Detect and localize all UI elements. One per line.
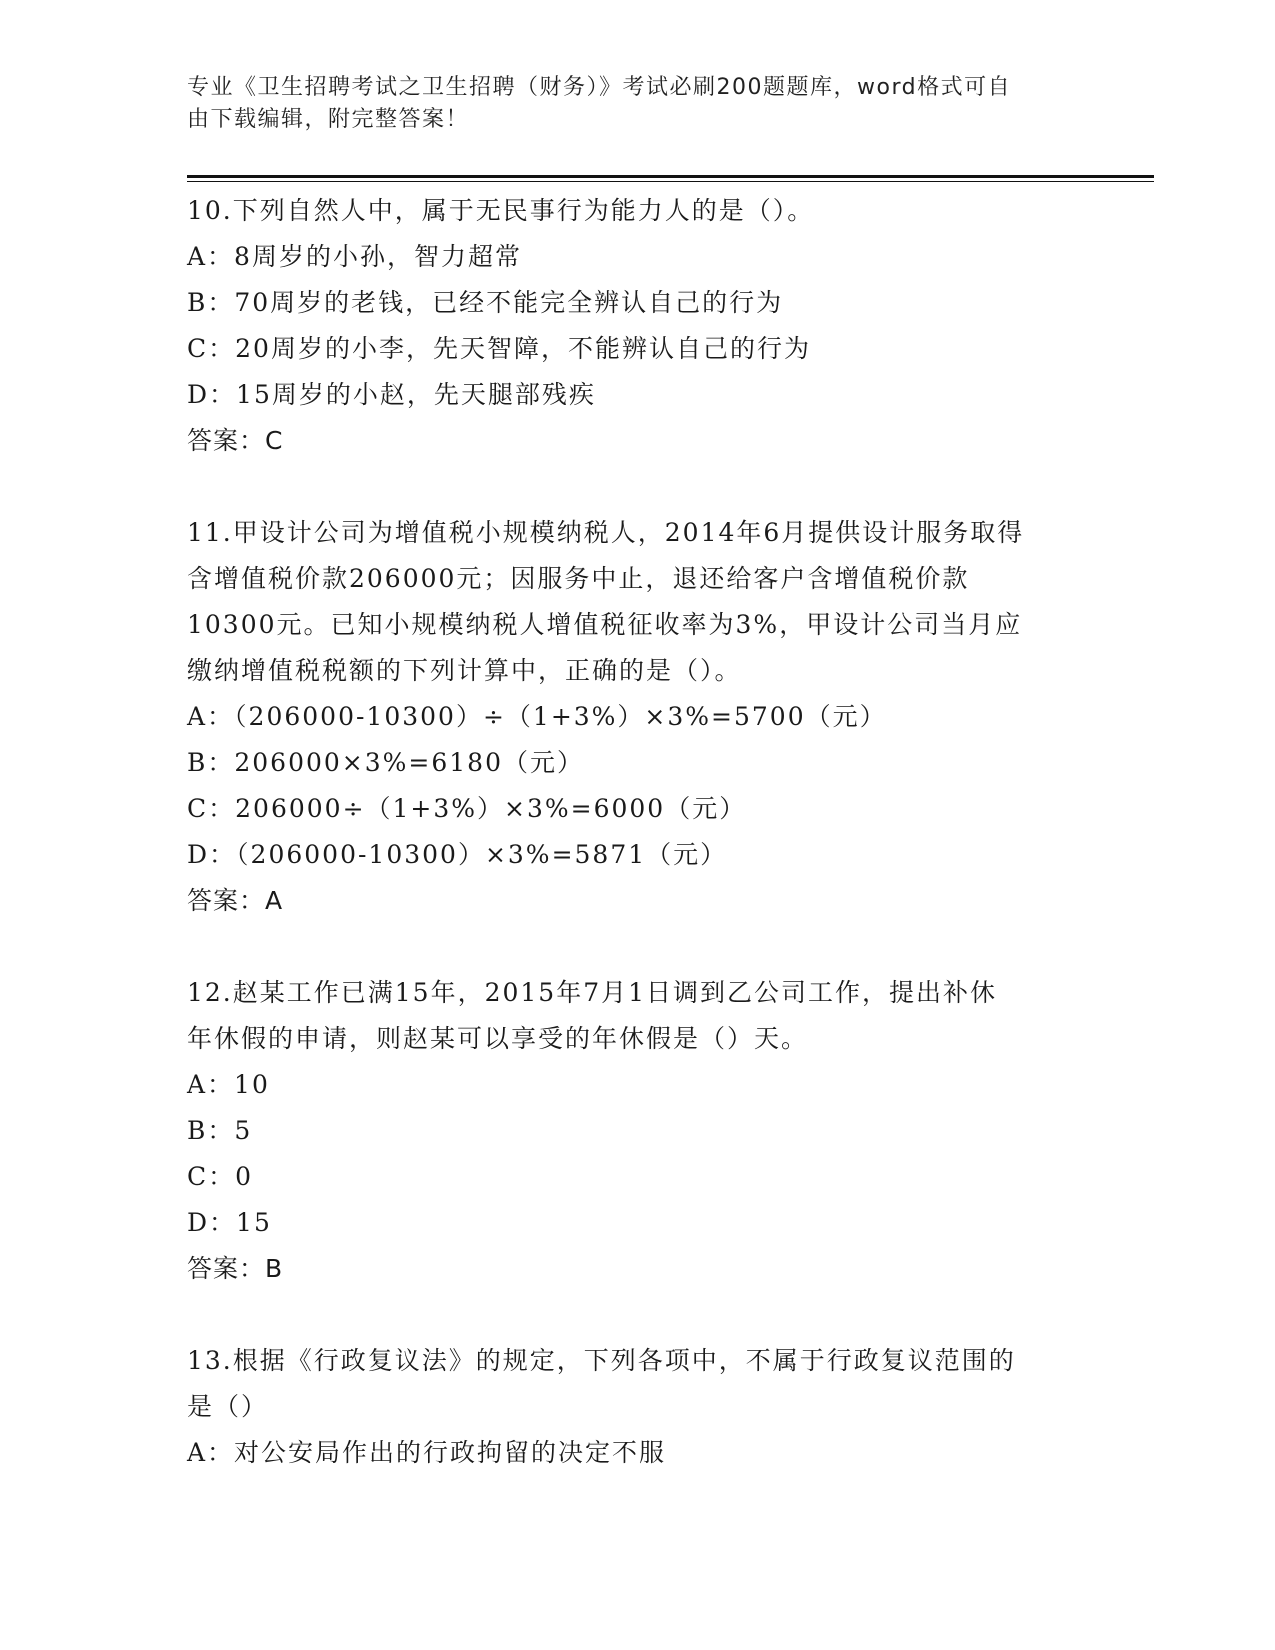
answer-option: D：（206000-10300）×3%=5871（元） — [187, 840, 728, 869]
answer-option: A：对公安局作出的行政拘留的决定不服 — [187, 1438, 667, 1467]
answer-key: 答案：B — [187, 1254, 284, 1283]
header-line-2: 由下载编辑，附完整答案！ — [187, 107, 470, 132]
answer-option: B：5 — [187, 1116, 253, 1145]
answer-option: A：（206000-10300）÷（1+3%）×3%=5700（元） — [187, 702, 887, 731]
question-block — [187, 1338, 1087, 1476]
answer-option: C：206000÷（1+3%）×3%=6000（元） — [187, 794, 747, 823]
answer-option: A：10 — [187, 1070, 270, 1099]
question-stem-line: 是（） — [187, 1392, 269, 1421]
question-stem-line: 10300元。已知小规模纳税人增值税征收率为3%，甲设计公司当月应 — [187, 610, 1023, 639]
answer-option: A：8周岁的小孙，智力超常 — [187, 242, 522, 271]
question-stem-line: 年休假的申请，则赵某可以享受的年休假是（）天。 — [187, 1024, 809, 1053]
question-stem-line: 10.下列自然人中，属于无民事行为能力人的是（）。 — [187, 196, 815, 225]
answer-key: 答案：A — [187, 886, 284, 915]
question-stem-line: 12.赵某工作已满15年，2015年7月1日调到乙公司工作，提出补休 — [187, 978, 998, 1007]
question-stem-line: 缴纳增值税税额的下列计算中，正确的是（）。 — [187, 656, 742, 685]
answer-option: D：15周岁的小赵，先天腿部残疾 — [187, 380, 596, 409]
question-list — [187, 188, 1087, 1476]
question-block — [187, 188, 1087, 464]
question-stem-line: 11.甲设计公司为增值税小规模纳税人，2014年6月提供设计服务取得 — [187, 518, 1025, 547]
document-header — [187, 72, 1087, 136]
question-block — [187, 510, 1087, 924]
answer-option: B：70周岁的老钱，已经不能完全辨认自己的行为 — [187, 288, 784, 317]
answer-option: D：15 — [187, 1208, 272, 1237]
question-stem-line: 13.根据《行政复议法》的规定，下列各项中，不属于行政复议范围的 — [187, 1346, 1016, 1375]
header-line-1: 专业《卫生招聘考试之卫生招聘（财务）》考试必刷200题题库，word格式可自 — [187, 75, 1012, 100]
answer-option: C：0 — [187, 1162, 254, 1191]
question-stem-line: 含增值税价款206000元；因服务中止，退还给客户含增值税价款 — [187, 564, 970, 593]
answer-option: C：20周岁的小李，先天智障，不能辨认自己的行为 — [187, 334, 811, 363]
answer-key: 答案：C — [187, 426, 284, 455]
question-block — [187, 970, 1087, 1292]
header-divider-thick — [187, 175, 1154, 178]
header-divider-thin — [187, 181, 1154, 182]
answer-option: B：206000×3%=6180（元） — [187, 748, 584, 777]
